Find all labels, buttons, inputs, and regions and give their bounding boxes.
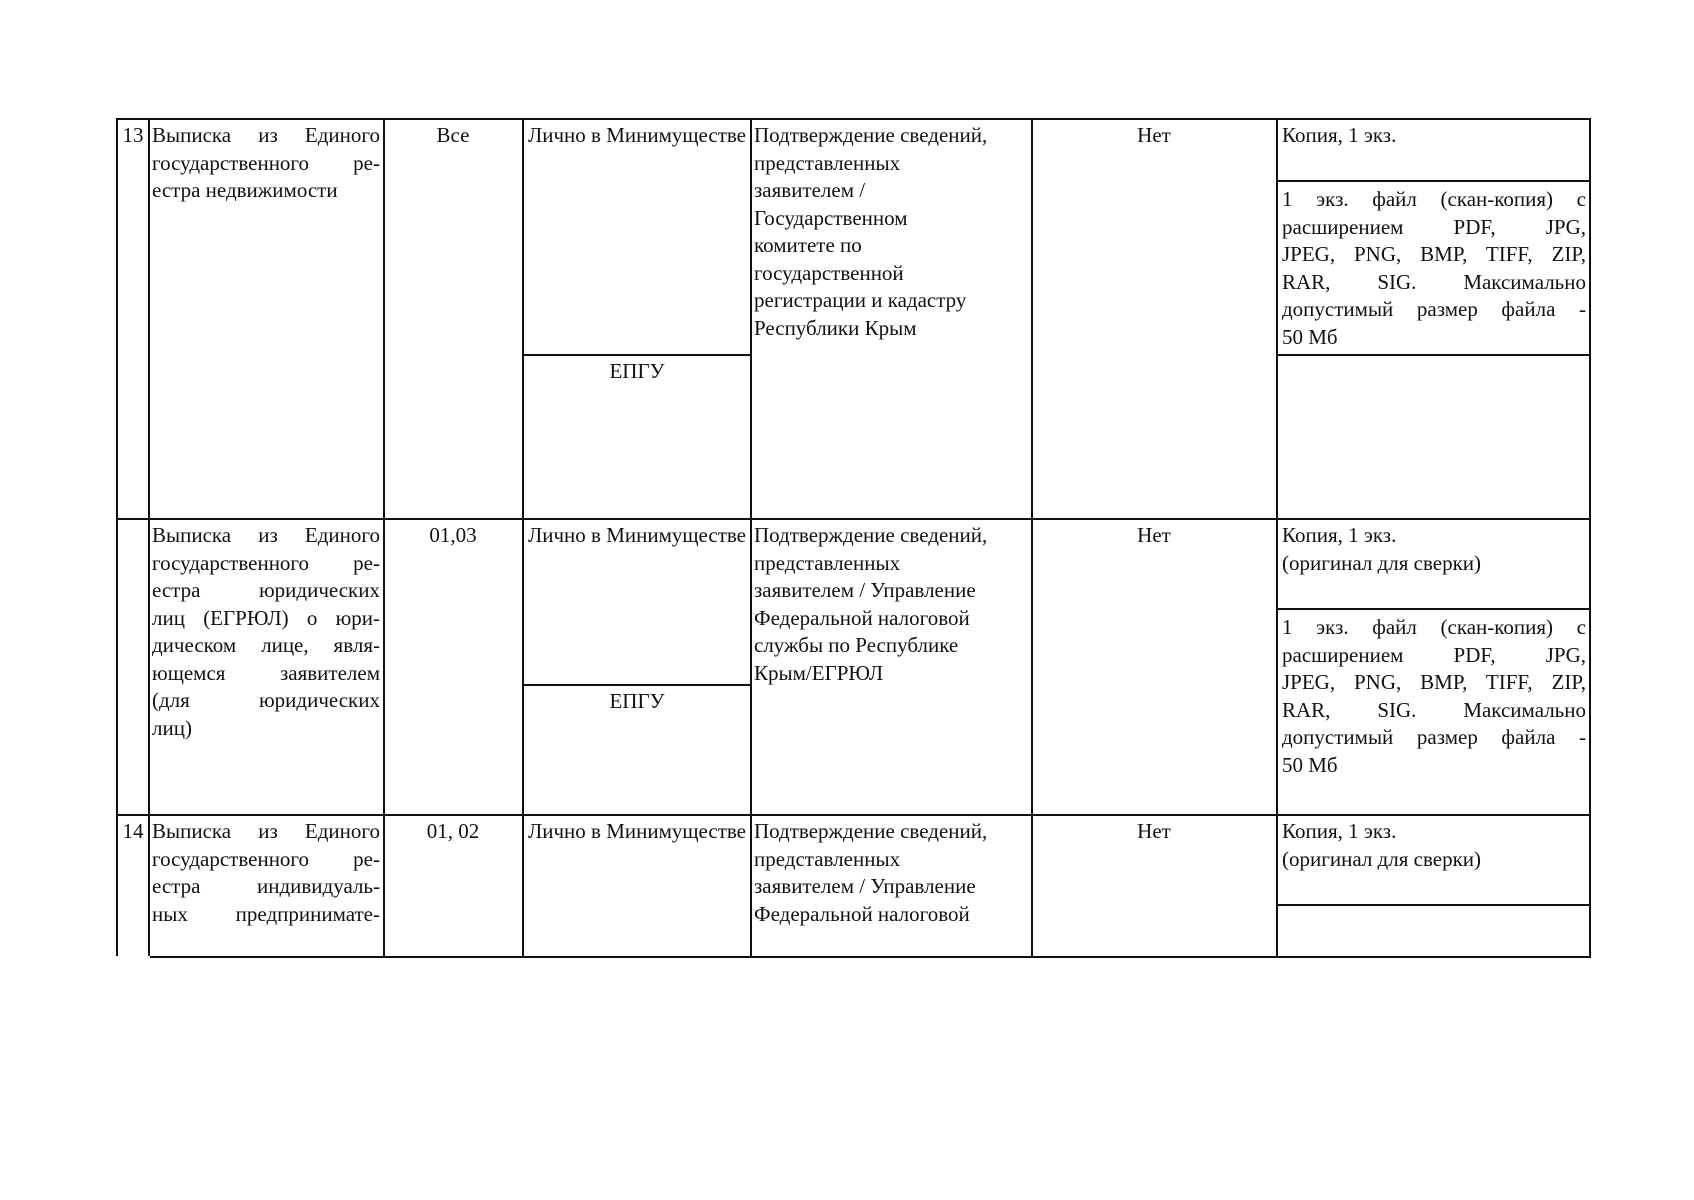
applicant-category: Все <box>436 123 470 147</box>
form-paper: Копия, 1 экз. <box>1282 123 1397 147</box>
channel-epgu: ЕПГУ <box>609 689 665 713</box>
row-number: 13 <box>122 123 144 147</box>
purpose: Подтверждение сведений, представленных заявителем / Государственном комитете по государственной регистрации и кадастру Республики Крым <box>754 123 988 340</box>
required-flag: Нет <box>1137 819 1171 843</box>
channel-epgu: ЕПГУ <box>609 359 665 383</box>
row-number: 14 <box>122 819 144 843</box>
channel-in-person: Лично в Минимуществе <box>528 819 746 843</box>
form-paper: Копия, 1 экз. (оригинал для сверки) <box>1282 523 1481 575</box>
form-electronic: 1 экз. файл (скан-копия) с расширением PDF, JPG, JPEG, PNG, BMP, TIFF, ZIP, RAR, SIG. Максимально допустимый размер файла - 50 Мб <box>1282 187 1586 349</box>
purpose: Подтверждение сведений, представленных заявителем / Управление Федеральной налоговой <box>754 819 988 926</box>
required-flag: Нет <box>1137 523 1171 547</box>
channel-in-person: Лично в Минимуществе <box>528 523 746 547</box>
channel-in-person: Лично в Минимуществе <box>528 123 746 147</box>
document-name: Выписка из Единого государственного ре- естра юридических лиц (ЕГРЮЛ) о юри- дическом лице, явля- ющемся заявителем (для юридических лиц) <box>152 523 380 740</box>
form-electronic: 1 экз. файл (скан-копия) с расширением PDF, JPG, JPEG, PNG, BMP, TIFF, ZIP, RAR, SIG. Максимально допустимый размер файла - 50 Мб <box>1282 615 1586 777</box>
form-paper: Копия, 1 экз. (оригинал для сверки) <box>1282 819 1481 871</box>
applicant-category: 01,03 <box>429 523 477 547</box>
document-name: Выписка из Единого государственного ре- естра индивидуаль- ных предпринимате- <box>152 819 380 926</box>
document-name: Выписка из Единого государственного ре- естра недвижимости <box>152 123 380 202</box>
required-flag: Нет <box>1137 123 1171 147</box>
applicant-category: 01, 02 <box>426 819 480 843</box>
purpose: Подтверждение сведений, представленных заявителем / Управление Федеральной налоговой службы по Республике Крым/ЕГРЮЛ <box>754 523 988 685</box>
